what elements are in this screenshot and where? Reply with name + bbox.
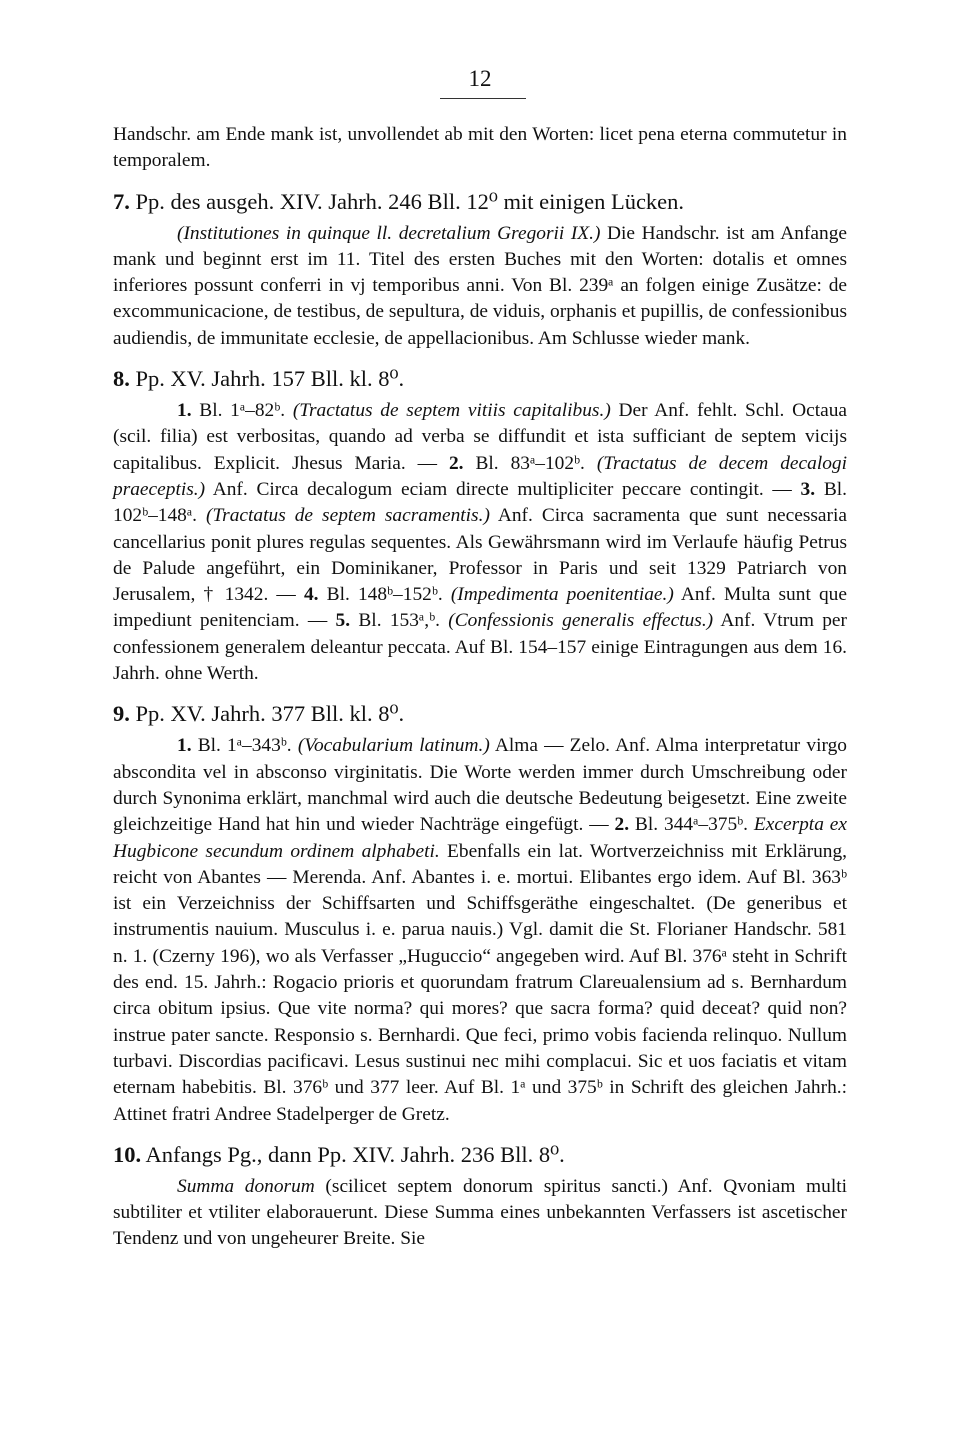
entry-9-item-1-number: 1. <box>177 735 192 757</box>
entry-9-heading <box>113 699 847 729</box>
entry-8-item-1-text: Der Anf. fehlt. Schl. Octaua (scil. filia) est verbositas, quando ad verba se diffundit et ista sufficiant de septem vicijs capitalibus. Explicit. Jhesus Maria. — <box>113 400 847 474</box>
entry-8-item-2-title: (Tractatus de decem decalogi praeceptis.) <box>113 452 847 500</box>
entry-8-body <box>113 398 847 687</box>
entry-7-description: Pp. des ausgeh. XIV. Jahrh. 246 Bll. 12⁰ mit einigen Lücken. <box>135 188 685 214</box>
entry-8-item-5-title: (Confessionis generalis effectus.) <box>448 610 714 632</box>
entry-8-item-1-ref: Bl. 1ᵃ–82ᵇ. <box>191 400 293 422</box>
entry-8-item-3-text: Anf. Circa sacramenta que sunt necessaria cancellarius ponit plures regulas sequentes. Als Gewährsmann wird im Verlaufe häufig Petrus de Palude angeführt, ein Dominikaner, Professor in Paris und seit 1329 Patriarch von Jerusalem, † 1342. — <box>113 505 847 606</box>
entry-8-item-1-title: (Tractatus de septem vitiis capitalibus.) <box>292 400 611 422</box>
entry-10-heading <box>113 1140 847 1170</box>
entry-8-description: Pp. XV. Jahrh. 157 Bll. kl. 8⁰. <box>135 366 405 392</box>
entry-9-description: Pp. XV. Jahrh. 377 Bll. kl. 8⁰. <box>135 701 405 727</box>
entry-8-item-4-number: 4. <box>303 584 319 606</box>
entry-8-item-5-ref: Bl. 153ᵃ,ᵇ. <box>350 610 449 632</box>
page-number-rule <box>440 98 526 99</box>
entry-8-item-2-number: 2. <box>448 452 464 474</box>
entry-9-item-2-ref: Bl. 344ᵃ–375ᵇ. <box>629 814 754 836</box>
entry-8-item-3-number: 3. <box>800 478 816 500</box>
entry-9-item-2-title: Excerpta ex Hugbicone secundum ordinem alphabeti. <box>113 814 847 862</box>
entry-10-description: Anfangs Pg., dann Pp. XIV. Jahrh. 236 Bll. 8⁰. <box>145 1141 565 1167</box>
entry-8-item-4-ref: Bl. 148ᵇ–152ᵇ. <box>318 584 451 606</box>
entry-8-item-1-number: 1. <box>177 400 192 422</box>
entry-8-item-5-text: Anf. Vtrum per confessionem generalem deleantur peccata. Auf Bl. 154–157 einige Eintragungen aus dem 16. Jahrh. ohne Werth. <box>113 610 847 685</box>
entry-8-number: 8. <box>113 366 130 392</box>
entry-7-number: 7. <box>113 188 130 214</box>
entry-8-item-2-ref: Bl. 83ᵃ–102ᵇ. <box>463 452 597 474</box>
entry-8-item-4-title: (Impedimenta poenitentiae.) <box>450 584 674 606</box>
entry-8-item-3-title: (Tractatus de septem sacramentis.) <box>206 505 490 527</box>
entry-7-text: Die Handschr. ist am Anfange mank und beginnt erst im 11. Titel des ersten Buches mit den Worten: dotalis et omnes inferiores possunt conferri in vj temporibus anni. Von Bl. 239ᵃ an folgen einige Zusätze: de excommunicacione, de testibus, de sepultura, de viduis, orphanis et pupillis, de confessionibus audiendis, de immunitate ecclesie, de appellacionibus. Am Schlusse wieder mank. <box>113 222 847 349</box>
entry-8-item-4-text: Anf. Multa sunt que impediunt penitenciam. — <box>113 584 847 632</box>
entry-8-item-2-text: Anf. Circa decalogum eciam directe multipliciter peccare contingit. — <box>205 478 801 500</box>
entry-7-body <box>113 221 847 352</box>
page-number: 12 <box>468 66 492 91</box>
entry-9-body <box>113 733 847 1127</box>
entry-10-text: (scilicet septem donorum spiritus sancti.) Anf. Qvoniam multi subtiliter et vtiliter elaborauerunt. Diese Summa eines unbekannten Verfassers ist ascetischer Tendenz und von ungeheurer Breite. Sie <box>113 1175 847 1250</box>
entry-10-body <box>113 1174 847 1253</box>
entry-8-item-5-number: 5. <box>335 610 351 632</box>
entry-10-title: Summa donorum <box>177 1175 315 1197</box>
entry-9-item-2-text: Ebenfalls ein lat. Wortverzeichniss mit Erklärung, reicht von Abantes — Merenda. Anf. Abantes i. e. mortui. Elibantes ergo idem. Auf Bl. 363ᵇ ist ein Verzeichniss der Schiffsarten und Schiffsgeräthe eingeschaltet. (De generibus et instrumentis nauium. Musculus i. e. parua nauis.) Vgl. damit die St. Florianer Handschr. 581 n. 1. (Czerny 196), wo als Verfasser „Huguccio“ angegeben wird. Auf Bl. 376ᵃ steht in Schrift des end. 15. Jahrh.: Rogacio prioris et quorundam fratrum Clareualensium ad s. Bernhardum circa obitum ipsius. Que vite norma? qui mores? que sacra forma? quid deceat? quid non? instrue pater sancte. Responsio s. Bernhardi. Que feci, primo vobis facienda relinquo. Nullum turbavi. Discordias pacificavi. Lesus sustinui nec mihi complacui. Sic et uos faciatis et vitam eternam habebitis. Bl. 376ᵇ und 377 leer. Auf Bl. 1ᵃ und 375ᵇ in Schrift des gleichen Jahrh.: Attinet fratri Andree Stadelperger de Gretz. <box>113 840 847 1125</box>
entry-9-item-1-title: (Vocabularium latinum.) <box>297 735 490 757</box>
entry-7-heading <box>113 187 847 217</box>
entry-9-item-1-ref: Bl. 1ᵃ–343ᵇ. <box>191 735 298 757</box>
intro-paragraph: Handschr. am Ende mank ist, unvollendet ab mit den Worten: licet pena eterna commutetur in temporalem. <box>113 124 847 172</box>
entry-9-item-1-text: Alma — Zelo. Anf. Alma interpretatur virgo abscondita vel in absconso virginitatis. Die Worte werden immer durch Umschreibung oder durch Synonima erklärt, manchmal wird auch die deutsche Bedeutung beigesetzt. Eine zweite gleichzeitige Hand hat hin und wieder Nachträge eingefügt. — <box>113 735 847 836</box>
entry-7-title: (Institutiones in quinque ll. decretalium Gregorii IX.) <box>177 222 601 244</box>
entry-9-item-2-number: 2. <box>614 814 630 836</box>
entry-8-item-3-ref: Bl. 102ᵇ–148ᵃ. <box>113 478 847 527</box>
entry-10-number: 10. <box>113 1141 142 1167</box>
page-text <box>113 122 847 1253</box>
entry-8-heading <box>113 364 847 394</box>
entry-9-number: 9. <box>113 701 130 727</box>
